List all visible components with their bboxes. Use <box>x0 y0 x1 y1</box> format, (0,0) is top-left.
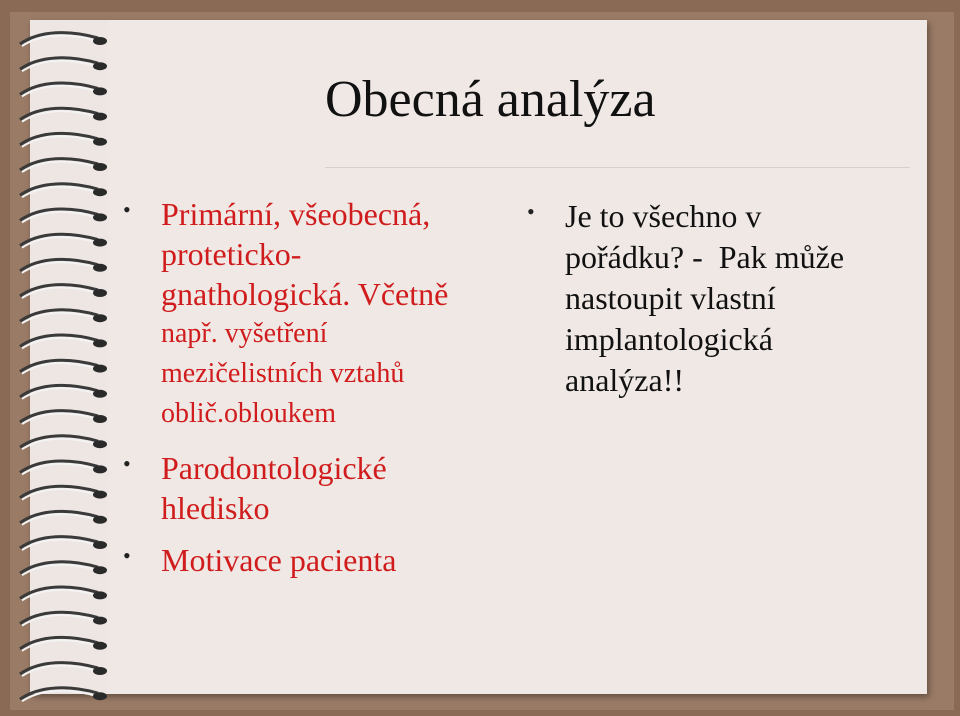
bullet-item-everything-ok <box>527 196 927 401</box>
bullet-text: analýza!! <box>565 362 685 398</box>
binding-hole <box>93 440 107 448</box>
binding-hole <box>93 188 107 196</box>
binding-hole <box>93 390 107 398</box>
bullet-text: implantologická <box>565 321 773 357</box>
bullet-icon: • <box>123 451 131 476</box>
binding-hole <box>93 213 107 221</box>
bullet-item-periodontal <box>123 448 473 528</box>
binding-hole <box>93 37 107 45</box>
bullet-text: mezičelistních vztahů <box>161 358 405 389</box>
bullet-icon: • <box>123 197 131 222</box>
binding-hole <box>93 465 107 473</box>
binding-hole <box>93 491 107 499</box>
bullet-item-motivation <box>123 540 473 580</box>
bullet-text: hledisko <box>161 490 270 526</box>
binding-hole <box>93 113 107 121</box>
binding-hole <box>93 138 107 146</box>
binding-hole <box>93 264 107 272</box>
right-column <box>527 196 927 401</box>
slide-title: Obecná analýza <box>325 71 656 128</box>
binding-hole <box>93 516 107 524</box>
binding-hole <box>93 667 107 675</box>
title-divider <box>325 167 910 168</box>
binding-hole <box>93 692 107 700</box>
bullet-text: např. vyšetření <box>161 318 328 349</box>
binding-hole <box>93 541 107 549</box>
bullet-item-primary-analysis <box>123 194 473 314</box>
bullet-text: gnathologická. Včetně <box>161 276 449 312</box>
bullet-text: Primární, všeobecná, <box>161 196 431 232</box>
binding-hole <box>93 289 107 297</box>
binding-hole <box>93 62 107 70</box>
sub-text-examination <box>123 314 473 434</box>
bullet-text: Je to všechno v <box>565 198 762 234</box>
binding-hole <box>93 87 107 95</box>
bullet-text: proteticko- <box>161 236 302 272</box>
bullet-text: Parodontologické <box>161 450 387 486</box>
binding-hole <box>93 339 107 347</box>
left-column <box>123 194 473 580</box>
bullet-text: oblič.obloukem <box>161 398 336 429</box>
spiral-binding-icon <box>0 14 118 704</box>
binding-hole <box>93 239 107 247</box>
binding-hole <box>93 591 107 599</box>
binding-hole <box>93 163 107 171</box>
bullet-text: nastoupit vlastní <box>565 280 776 316</box>
binding-hole <box>93 566 107 574</box>
binding-hole <box>93 314 107 322</box>
bullet-text: Motivace pacienta <box>161 542 397 578</box>
binding-hole <box>93 642 107 650</box>
bullet-text: pořádku? - Pak může <box>565 239 845 275</box>
bullet-icon: • <box>123 543 131 568</box>
binding-hole <box>93 415 107 423</box>
bullet-icon: • <box>527 199 535 224</box>
binding-hole <box>93 617 107 625</box>
binding-hole <box>93 365 107 373</box>
